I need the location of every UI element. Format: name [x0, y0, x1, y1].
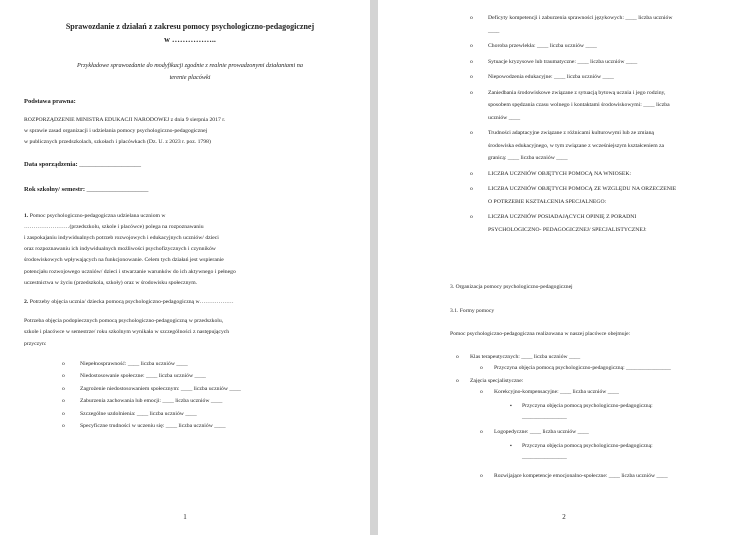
list-item: o Trudności adaptacyjne związane z różnicami kulturowymi lub ze zmianą środowiska edukacyjnego, w tym związane z wcześniejszym kształceniem za granicą: ____ liczba uczniów ____ — [470, 127, 750, 165]
document-subtitle: Przykładowe sprawozdanie do modyfikacji zgodnie z realnie prowadzonymi działaniami na terenie placówki — [77, 62, 303, 81]
section-1: 1. Pomoc psychologiczno-pedagogiczna udzielana uczniom w ……………………(przedszkolu, szkole i placówce) polega na rozpoznawaniu i zaspokajaniu indywidualnych potrzeb rozwojowych i edukacyjnych uczniów/ dzieci oraz rozpoznawaniu ich indywidualnych możliwości psychofizycznych i czynników środowiskowych wpływających na funkcjonowanie. Celem tych działań jest wspieranie potencjału rozwojowego uczniów/ dzieci i stwarzanie warunków do ich aktywnego i pełnego uczestnictwa w życiu (przedszkola, szkoły) oraz w środowisku społecznym. — [24, 212, 236, 286]
list-item: o Choroba przewlekła: ____ liczba uczniów ____ — [470, 40, 750, 53]
document-page-2 — [378, 0, 750, 535]
forms-intro: Pomoc psychologiczno-pedagogiczna realizowana w naszej placówce obejmuje: — [450, 331, 631, 337]
list-item: o Zagrożenie niedostosowaniem społecznym: ____ liczba uczniów ____ — [62, 383, 356, 396]
fill-line[interactable]: ________________ — [522, 454, 567, 460]
legal-basis-text: ROZPORZĄDZENIE MINISTRA EDUKACJI NARODOWEJ z dnia 9 sierpnia 2017 r. w sprawie zasad organizacji i udzielania pomocy psychologiczno-pedagogicznej w publicznych przedszkolach, szkołach i placówkach (Dz. U. z 2023 r. poz. 1798) — [24, 117, 226, 146]
school-year-field[interactable]: Rok szkolny/ semestr: ___________________ — [24, 185, 149, 193]
list-item: o Niedostosowanie społeczne: ____ liczba uczniów ____ — [62, 370, 356, 383]
list-item: o Szczególne uzdolnienia: ____ liczba uczniów ____ — [62, 408, 356, 421]
document-title: Sprawozdanie z działań z zakresu pomocy psychologiczno-pedagogicznej w …………….. — [65, 22, 315, 44]
legal-basis-heading: Podstawa prawna: — [24, 98, 76, 105]
list-item: o Specyficzne trudności w uczeniu się: ____ liczba uczniów ____ — [62, 420, 356, 433]
page-number: 2 — [562, 513, 566, 521]
list-item: o LICZBA UCZNIÓW OBJĘTYCH POMOCĄ NA WNIOSEK: — [470, 168, 750, 181]
list-item: o Deficyty kompetencji i zaburzenia sprawności językowych: ____ liczba uczniów ____ — [470, 12, 750, 37]
list-item: ▪ Przyczyna objęcia pomocą psychologiczno-pedagogiczną: — [522, 401, 671, 412]
fill-line[interactable]: ________________ — [522, 414, 567, 420]
date-field[interactable]: Data sporządzenia: ___________________ — [24, 160, 141, 168]
section-2-heading: 2. Potrzeby objęcia ucznia/ dziecka pomocą psychologiczno-pedagogiczną w……………… — [24, 299, 234, 306]
list-item: o Zaniedbania środowiskowe związane z sytuacją bytową ucznia i jego rodziny, sposobem spędzania czasu wolnego i kontaktami środowiskowymi: ____ liczba uczniów ____ — [470, 87, 750, 125]
list-item: o Zaburzenia zachowania lub emocji: ____ liczba uczniów ____ — [62, 395, 356, 408]
list-item: o Rozwijające kompetencje emocjonalno-społeczne: ____ liczba uczniów ____ — [494, 471, 671, 482]
list-item: o Niepełnosprawność: ____ liczba uczniów ____ — [62, 358, 356, 371]
forms-list — [470, 352, 671, 482]
list-item: o Przyczyna objęcia pomocą psychologiczno-pedagogiczną: ________________ — [494, 363, 671, 374]
causes-list — [24, 358, 356, 433]
causes-list-continued — [450, 12, 750, 236]
list-item: o LICZBA UCZNIÓW POSIADAJĄCYCH OPINIĘ Z PORADNI PSYCHOLOGICZNO- PEDAGOGICZNEJ/ SPECJALISTYCZNEJ: — [470, 211, 750, 236]
section-3-1-heading: 3.1. Formy pomocy — [450, 308, 495, 314]
document-page-1 — [0, 0, 370, 535]
page-number: 1 — [183, 513, 187, 521]
section-3-heading: 3. Organizacja pomocy psychologiczno-pedagogicznej — [450, 284, 573, 290]
list-item: o Zajęcia specjalistyczne: — [470, 376, 671, 387]
section-2-text: Potrzeba objęcia podopiecznych pomocą psychologiczno-pedagogiczną w przedszkolu, szkole i placówce w semestrze/ roku szkolnym wynikała w szczególności z następujących przyczyn: — [24, 318, 230, 347]
list-item: o Logopedyczne: ____ liczba uczniów ____ — [494, 427, 671, 438]
list-item: ▪ Przyczyna objęcia pomocą psychologiczno-pedagogiczną: — [522, 441, 671, 452]
list-item: o Klas terapeutycznych: ____ liczba uczniów ____ — [470, 352, 671, 363]
list-item: o LICZBA UCZNIÓW OBJĘTYCH POMOCĄ ZE WZGLĘDU NA ORZECZENIE O POTRZEBIE KSZTAŁCENIA SPECJALNEGO: — [470, 183, 750, 208]
list-item: o Sytuacje kryzysowe lub traumatyczne: ____ liczba uczniów ____ — [470, 56, 750, 69]
list-item: o Korekcyjno-kompensacyjne: ____ liczba uczniów ____ — [494, 387, 671, 398]
list-item: o Niepowodzenia edukacyjne: ____ liczba uczniów ____ — [470, 71, 750, 84]
